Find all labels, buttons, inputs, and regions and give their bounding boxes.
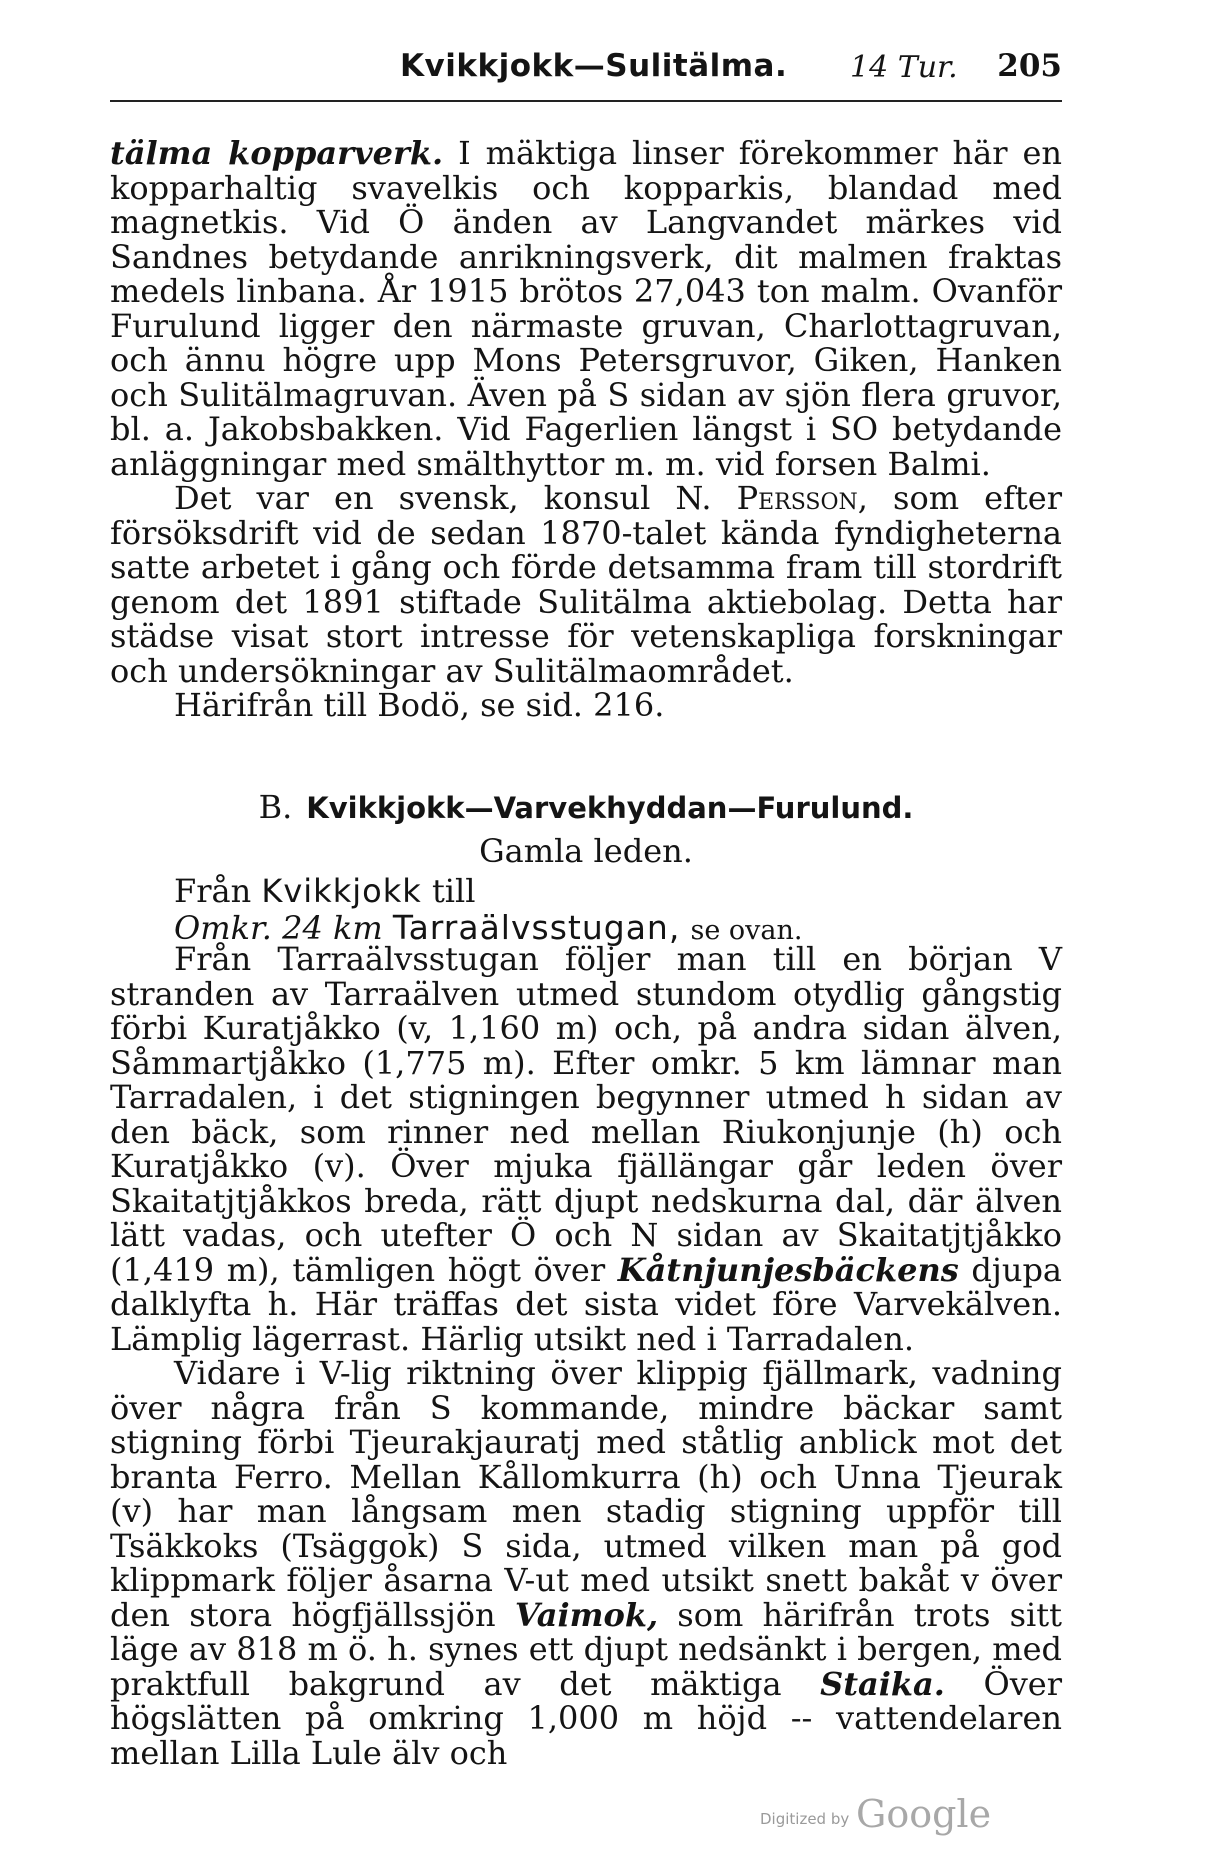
paragraph-westward xyxy=(110,1356,1062,1770)
italic-place: Vaimok, xyxy=(514,1595,659,1634)
paragraph-text: Över högslätten på omkring 1,000 m höjd -- vattendelaren mellan Lilla Lule älv och xyxy=(110,1664,1063,1772)
text-block-old-route xyxy=(110,942,1062,1770)
running-header xyxy=(110,44,1062,94)
paragraph-persson xyxy=(110,481,1062,688)
paragraph-text: som härifrån trots sitt läge av 818 m ö. h. synes ett djupt nedsänkt i bergen, med praktfull bakgrund av det mäktiga xyxy=(110,1595,1063,1703)
paragraph-to-bodo: Härifrån till Bodö, se sid. 216. xyxy=(174,686,665,724)
paragraph-text: , som efter försöksdrift vid de sedan 1870-talet kända fyndigheterna satte arbetet i gång och förde detsamma fram till stordrift genom det 1891 stiftade Sulitälma aktiebolag. Detta har städse visat stort intresse för vetenskapliga forskningar och undersökningar av Sulitälmaområdet. xyxy=(110,479,1063,690)
distance: Omkr. 24 km xyxy=(174,909,383,947)
from-suffix: till xyxy=(431,872,476,910)
section-heading xyxy=(110,788,1062,827)
italic-term: tälma kopparverk. xyxy=(110,134,444,172)
paragraph-text: Det var en svensk, konsul N. xyxy=(174,479,737,517)
italic-place: Kåtnjunjesbäckens xyxy=(617,1250,959,1289)
watermark-digitized: Digitized by xyxy=(760,1810,850,1828)
paragraph-text: Vidare i V-lig riktning över klippig fjällmark, vadning över några från S kommande, mindre bäckar samt stigning förbi Tjeurakjauratj med ståtlig anblick mot det branta Ferro. Mellan Kållomkurra (h) och Unna Tjeurak (v) har man långsam men stadig stigning uppför till Tsäkkoks (Tsäggok) S sida, utmed vilken man på god klippmark följer åsarna V-ut med utsikt snett bakåt v över den stora högfjällssjön xyxy=(110,1354,1062,1634)
italic-place: Staika. xyxy=(820,1664,945,1703)
from-place: Kvikkjokk xyxy=(261,872,422,910)
google-watermark xyxy=(760,1792,1000,1836)
destination: Tarraälvsstugan, xyxy=(392,908,681,947)
watermark-logo: Google xyxy=(856,1792,992,1836)
paragraph-text: Från Tarraälvsstugan följer man till en början V stranden av Tarraälven utmed stundom otydlig gångstig förbi Kuratjåkko (v, 1,160 m) och, på andra sidan älven, Såmmartjåkko (1,775 m). Efter omkr. 5 km lämnar man Tarradalen, i det stigningen begynner utmed h sidan av den bäck, som rinner ned mellan Riukonjunje (h) och Kuratjåkko (v). Över mjuka fjällängar går leden över Skaitatjtjåkkos breda, rätt djupt nedskurna dal, där älven lätt vadas, och utefter Ö och N sidan av Skaitatjtjåkko (1,419 m), tämligen högt över xyxy=(110,940,1062,1289)
section-letter: B. xyxy=(258,788,293,826)
route-from-line xyxy=(174,872,476,910)
from-prefix: Från xyxy=(174,872,252,910)
person-name: Persson xyxy=(736,479,858,517)
paragraph-text: djupa dalklyfta h. Här träffas det sista videt före Varvekälven. Lämplig lägerrast. Härlig utsikt ned i Tarradalen. xyxy=(110,1250,1063,1358)
page-number: 205 xyxy=(997,48,1062,84)
paragraph-tarraalven xyxy=(110,942,1062,1356)
paragraph-copper-mines xyxy=(110,136,1062,481)
header-rule xyxy=(110,100,1062,102)
see-reference: se ovan. xyxy=(690,915,803,946)
header-title: Kvikkjokk—Sulitälma. xyxy=(400,48,788,84)
text-block-sulitalma xyxy=(110,136,1062,723)
header-tour: 14 Tur. xyxy=(850,50,958,85)
section-subtitle: Gamla leden. xyxy=(479,832,693,870)
paragraph-text: I mäktiga linser förekommer här en kopparhaltig svavelkis och kopparkis, blandad med magnetkis. Vid Ö änden av Langvandet märkes vid Sandnes betydande anrikningsverk, dit malmen fraktas medels linbana. År 1915 brötos 27,043 ton malm. Ovanför Furulund ligger den närmaste gruvan, Charlottagruvan, och ännu högre upp Mons Petersgruvor, Giken, Hanken och Sulitälmagruvan. Även på S sidan av sjön flera gruvor, bl. a. Jakobsbakken. Vid Fagerlien längst i SO betydande anläggningar med smälthyttor m. m. vid forsen Balmi. xyxy=(110,134,1063,483)
section-route: Kvikkjokk—Varvekhyddan—Furulund. xyxy=(306,791,914,825)
